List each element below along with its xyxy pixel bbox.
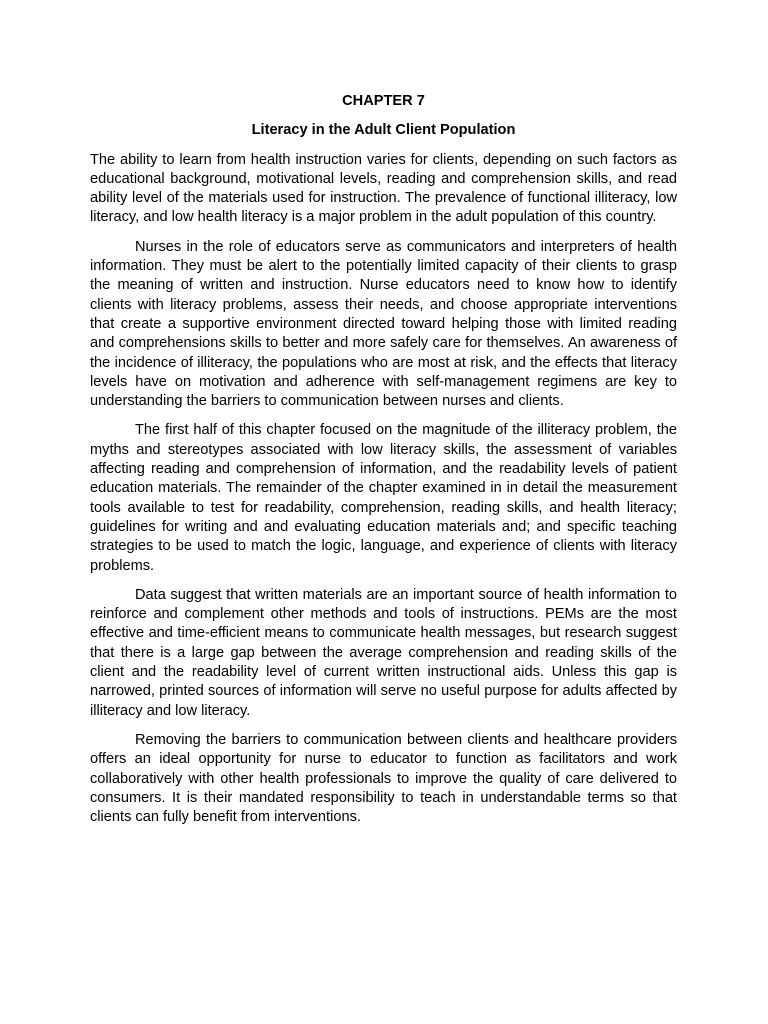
chapter-title: Literacy in the Adult Client Population bbox=[251, 122, 516, 139]
paragraph-nurse-educators: Nurses in the role of educators serve as communicators and interpreters of health information. They must be alert to the potentially limited capacity of their clients to grasp the meaning of written and instruction. Nurse educators need to know how to identify clients with literacy problems, assess their needs, and choose appropriate interventions that create a supportive environment directed toward helping those with limited reading and comprehensions skills to better and more safely care for themselves. An awareness of the incidence of illiteracy, the populations who are most at risk, and the effects that literacy levels have on motivation and adherence with self-management regimens are key to understanding the barriers to communication between nurses and clients. bbox=[90, 238, 677, 410]
paragraph-chapter-summary: The first half of this chapter focused on the magnitude of the illiteracy problem, the myths and stereotypes associated with low literacy skills, the assessment of variables affecting reading and comprehension of information, and the readability levels of patient education materials. The remainder of the chapter examined in in detail the measurement tools available to test for readability, comprehension, reading skills, and health literacy; guidelines for writing and and evaluating education materials and; and specific teaching strategies to be used to match the logic, language, and experience of clients with literacy problems. bbox=[90, 422, 677, 574]
paragraph-removing-barriers: Removing the barriers to communication between clients and healthcare providers offers an ideal opportunity for nurse to educator to function as facilitators and work collaboratively with other health professionals to improve the quality of care delivered to consumers. It is their mandated responsibility to teach in understandable terms so that clients can fully benefit from interventions. bbox=[90, 731, 677, 826]
paragraph-intro: The ability to learn from health instruction varies for clients, depending on such factors as educational background, motivational levels, reading and comprehension skills, and read ability level of the materials used for instruction. The prevalence of functional illiteracy, low literacy, and low health literacy is a major problem in the adult population of this country. bbox=[90, 151, 677, 226]
chapter-number: CHAPTER 7 bbox=[342, 93, 425, 109]
document-body bbox=[90, 92, 677, 837]
paragraph-written-materials: Data suggest that written materials are an important source of health information to reinforce and complement other methods and tools of instructions. PEMs are the most effective and time-efficient means to communicate health messages, but research suggest that there is a large gap between the average comprehension and reading skills of the client and the readability level of current written instructional aids. Unless this gap is narrowed, printed sources of information will serve no useful purpose for adults affected by illiteracy and low literacy. bbox=[90, 586, 677, 719]
